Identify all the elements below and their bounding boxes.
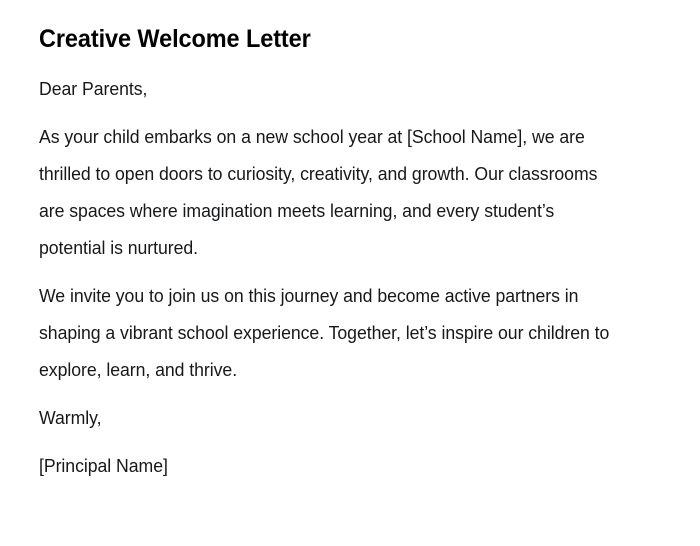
page-title: Creative Welcome Letter: [39, 25, 311, 53]
letter-body: [39, 70, 640, 484]
letter-closing: Warmly,: [39, 407, 102, 428]
letter-signature-placeholder: [Principal Name]: [39, 455, 168, 476]
letter-paragraph-invitation: We invite you to join us on this journey and become active partners in shaping a vibrant school experience. Together, let’s inspire our children to explore, learn, and thrive.: [39, 285, 610, 380]
letter-paragraph-intro: As your child embarks on a new school year at [School Name], we are thrilled to open doors to curiosity, creativity, and growth. Our classrooms are spaces where imagination meets learning, and every student’s potential is nurtured.: [39, 126, 598, 258]
letter-salutation: Dear Parents,: [39, 78, 148, 99]
